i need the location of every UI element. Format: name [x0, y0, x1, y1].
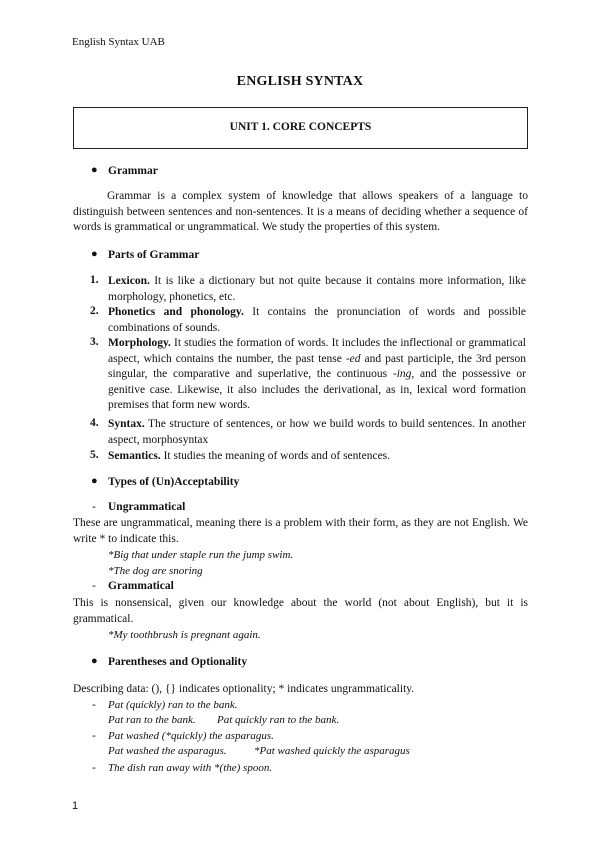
section-heading-grammar: [91, 164, 158, 177]
dash-marker: -: [92, 730, 96, 742]
list-item-phonetics: [108, 305, 526, 336]
definition: The structure of sentences, or how we build words to build sentences. In another aspect, morphosyntax: [108, 418, 526, 446]
heading-text: Parentheses and Optionality: [108, 656, 248, 668]
example-sentence: Pat ran to the bank.: [108, 714, 196, 726]
definition: It is like a dictionary but not quite because it contains more information, like morphology, phonetics, etc.: [108, 275, 526, 303]
heading-text: Grammar: [108, 165, 158, 177]
optionality-intro: Describing data: (), {} indicates optionality; * indicates ungrammaticality.: [73, 683, 415, 695]
list-number: 3.: [90, 336, 99, 348]
grammatical-paragraph: This is nonsensical, given our knowledge about the world (not about English), but it is grammatical.: [73, 597, 528, 625]
example-sentence: *Pat washed quickly the asparagus: [254, 745, 410, 757]
term: Phonetics and phonology.: [108, 306, 244, 318]
term: Lexicon.: [108, 275, 150, 287]
unit-heading: UNIT 1. CORE CONCEPTS: [229, 121, 372, 133]
list-item-semantics: [108, 449, 526, 465]
document-title: ENGLISH SYNTAX: [236, 74, 364, 89]
grammar-paragraph: Grammar is a complex system of knowledge that allows speakers of a language to distinguish between sentences and non-sentences. It is a means of deciding whether a sequence of words is grammatical or ungrammatical. We study the properties of this system.: [73, 190, 528, 233]
example-sentence: Pat quickly ran to the bank.: [217, 714, 340, 726]
section-heading-types: [91, 475, 240, 488]
example-sentence: The dish ran away with *(the) spoon.: [108, 762, 273, 774]
page-number: 1: [72, 800, 79, 812]
example-sentence: Pat washed the asparagus.: [108, 745, 227, 757]
example-sentence: Pat (quickly) ran to the bank.: [108, 699, 238, 711]
term: Syntax.: [108, 418, 145, 430]
example-sentence: Pat washed (*quickly) the asparagus.: [108, 730, 274, 742]
dash-marker: -: [92, 501, 96, 513]
heading-text: Types of (Un)Acceptability: [108, 476, 240, 488]
dash-marker: -: [92, 762, 96, 774]
list-item-morphology: [108, 336, 526, 414]
heading-text: Parts of Grammar: [108, 249, 200, 261]
list-item-lexicon: [108, 274, 526, 305]
example-sentence: *My toothbrush is pregnant again.: [108, 629, 261, 641]
list-number: 4.: [90, 417, 99, 429]
term: Morphology.: [108, 337, 171, 349]
definition: and past participle, the 3rd person singular, the comparative and superlative, the continuous: [108, 352, 526, 380]
definition: , and the possessive or genitive case. Likewise, it also includes the derivational, as in, lexical word formation premises that form new words.: [108, 368, 526, 411]
ungrammatical-paragraph: These are ungrammatical, meaning there is a problem with their form, as they are not English. We write * to indicate this.: [73, 517, 528, 545]
example-sentence: *Big that under staple run the jump swim.: [108, 549, 294, 561]
bullet-icon: ●: [91, 655, 98, 667]
list-number: 2.: [90, 305, 99, 317]
suffix: -ed: [345, 352, 361, 365]
definition: It contains the pronunciation of words and possible combinations of sounds.: [108, 306, 526, 334]
section-heading-parts: [91, 248, 200, 261]
list-item-syntax: [108, 417, 526, 448]
list-number: 5.: [90, 449, 99, 461]
definition: It studies the meaning of words and of sentences.: [160, 450, 391, 462]
bullet-icon: ●: [91, 248, 98, 260]
term: Semantics.: [108, 450, 161, 462]
dash-marker: -: [92, 699, 96, 711]
subheading-grammatical: Grammatical: [108, 580, 174, 592]
running-header: English Syntax UAB: [72, 36, 165, 48]
section-heading-parentheses: [91, 655, 248, 668]
bullet-icon: ●: [91, 164, 98, 176]
list-number: 1.: [90, 274, 99, 286]
suffix: -ing: [392, 368, 412, 380]
subheading-ungrammatical: Ungrammatical: [108, 501, 186, 513]
dash-marker: -: [92, 580, 96, 592]
definition: It studies the formation of words. It includes the inflectional or grammatical aspect, which contains the number, the past tense: [108, 337, 526, 365]
bullet-icon: ●: [91, 475, 98, 487]
example-sentence: *The dog are snoring: [108, 565, 203, 577]
